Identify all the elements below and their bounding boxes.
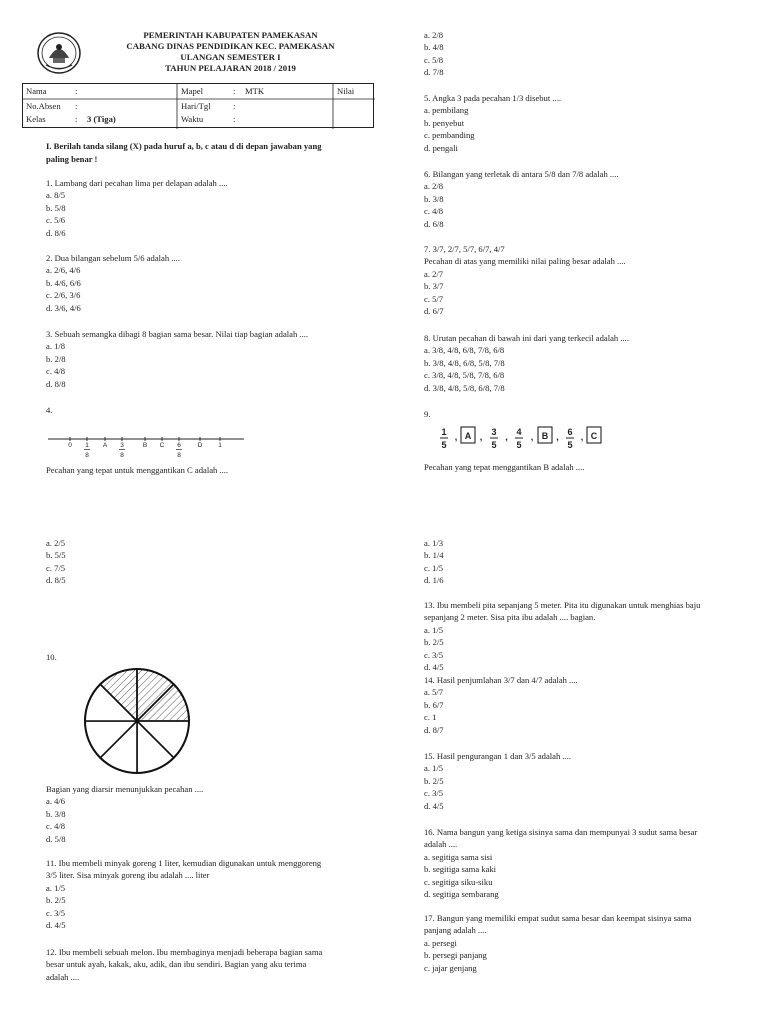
question-17-option-b[interactable]: b. persegi panjang xyxy=(424,950,487,961)
question-8-text: 8. Urutan pecahan di bawah ini dari yang terkecil adalah .... xyxy=(424,333,629,343)
hari-colon: : xyxy=(233,101,236,111)
header-line-exam: ULANGAN SEMESTER I xyxy=(180,52,281,62)
sequence-comma: , xyxy=(580,432,584,442)
kelas-colon: : xyxy=(75,114,78,124)
question-6-option-a[interactable]: a. 2/8 xyxy=(424,181,444,192)
question-6 xyxy=(424,168,619,230)
question-11-line-2: 3/5 liter. Sisa minyak goreng ibu adalah .... liter xyxy=(46,870,210,881)
question-9-option-a[interactable]: a. 1/3 xyxy=(424,538,444,548)
question-2-option-a[interactable]: a. 2/6, 4/6 xyxy=(46,265,81,276)
question-16-line-2: adalah .... xyxy=(424,839,458,850)
number-line-label-3: 3 xyxy=(120,442,124,449)
question-5-option-d[interactable]: d. pengali xyxy=(424,142,458,153)
question-7-option-d[interactable]: d. 6/7 xyxy=(424,306,444,317)
sequence-comma: , xyxy=(479,432,483,442)
number-line-figure xyxy=(44,430,249,462)
question-16-line-1: 16. Nama bangun yang ketiga sisinya sama dan mempunyai 3 sudut sama besar xyxy=(424,827,698,837)
number-line-label-1: 1 xyxy=(85,442,89,449)
question-13-option-c[interactable]: c. 3/5 xyxy=(424,649,444,660)
question-7-option-a[interactable]: a. 2/7 xyxy=(424,268,444,279)
question-7-text: 7. 3/7, 2/7, 5/7, 6/7, 4/7 xyxy=(424,244,505,254)
question-15-option-c[interactable]: c. 3/5 xyxy=(424,788,444,799)
sequence-fraction-numerator: 6 xyxy=(567,427,573,437)
sequence-box-label: B xyxy=(541,431,549,441)
question-3-option-d[interactable]: d. 8/8 xyxy=(46,378,66,389)
question-16-option-d[interactable]: d. segitiga sembarang xyxy=(424,889,499,900)
question-6-text: 6. Bilangan yang terletak di antara 5/8 dan 7/8 adalah .... xyxy=(424,169,619,179)
question-16-option-c[interactable]: c. segitiga siku-siku xyxy=(424,876,493,887)
question-4-option-c[interactable]: c. 7/5 xyxy=(46,562,66,573)
question-8-option-b[interactable]: b. 3/8, 4/8, 6/8, 5/8, 7/8 xyxy=(424,357,505,368)
sequence-box-label: A xyxy=(464,431,472,441)
question-3-option-b[interactable]: b. 2/8 xyxy=(46,353,66,364)
question-9-option-d[interactable]: d. 1/6 xyxy=(424,575,444,586)
mapel-colon: : xyxy=(233,86,236,96)
number-line-denominator-3: 8 xyxy=(120,452,124,459)
kelas-value: 3 (Tiga) xyxy=(87,114,116,124)
question-1-option-b[interactable]: b. 5/8 xyxy=(46,202,66,213)
instruction-line-1: I. Berilah tanda silang (X) pada huruf a, b, c atau d di depan jawaban yang xyxy=(46,141,322,151)
question-17-line-1: 17. Bangun yang memiliki empat sudut sama besar dan keempat sisinya sama xyxy=(424,913,692,923)
question-1-option-c[interactable]: c. 5/6 xyxy=(46,215,66,226)
question-9-number: 9. xyxy=(424,409,431,419)
question-5-text: 5. Angka 3 pada pecahan 1/3 disebut .... xyxy=(424,93,561,103)
question-12-option-a[interactable]: a. 2/8 xyxy=(424,30,444,40)
number-line-label-2: A xyxy=(102,442,108,449)
question-3 xyxy=(46,328,308,390)
question-17-line-2: panjang adalah .... xyxy=(424,925,487,936)
question-13-line-1: 13. Ibu membeli pita sepanjang 5 meter. Pita itu digunakan untuk menghias baju xyxy=(424,600,701,610)
regency-emblem-icon xyxy=(36,30,82,76)
instruction xyxy=(46,140,322,166)
sequence-comma: , xyxy=(530,432,534,442)
number-line-label-8: 1 xyxy=(218,442,222,449)
number-line-label-5: C xyxy=(159,442,165,449)
sequence-comma: , xyxy=(556,432,559,442)
mapel-label: Mapel xyxy=(181,86,203,96)
question-1-text: 1. Lambang dari pecahan lima per delapan adalah .... xyxy=(46,178,228,188)
question-7 xyxy=(424,243,626,317)
question-12-options xyxy=(424,29,444,79)
question-2-option-b[interactable]: b. 4/6, 6/6 xyxy=(46,277,81,288)
question-15-option-d[interactable]: d. 4/5 xyxy=(424,800,444,811)
question-7-option-b[interactable]: b. 3/7 xyxy=(424,281,444,292)
number-line-denominator-6: 8 xyxy=(177,452,181,459)
sequence-fraction-numerator: 3 xyxy=(491,427,497,437)
question-13-option-b[interactable]: b. 2/5 xyxy=(424,637,444,648)
question-11-option-d[interactable]: d. 4/5 xyxy=(46,920,66,931)
question-2 xyxy=(46,252,180,314)
sequence-fraction-numerator: 1 xyxy=(441,427,447,437)
sequence-fraction-numerator: 4 xyxy=(516,427,522,437)
question-12-option-c[interactable]: c. 5/8 xyxy=(424,54,444,65)
question-4-options xyxy=(46,537,66,587)
shaded-circle-figure xyxy=(82,666,192,776)
question-5-option-c[interactable]: c. pembanding xyxy=(424,130,475,141)
question-5 xyxy=(424,92,561,154)
question-9-option-c[interactable]: c. 1/5 xyxy=(424,562,444,573)
question-14-text: 14. Hasil penjumlahan 3/7 dan 4/7 adalah .... xyxy=(424,675,578,685)
question-12-option-d[interactable]: d. 7/8 xyxy=(424,67,444,78)
question-10-text: Bagian yang diarsir menunjukkan pecahan .... xyxy=(46,784,204,794)
question-4-option-d[interactable]: d. 8/5 xyxy=(46,575,66,586)
question-12-line-2: besar untuk ayah, kakak, aku, adik, dan ibu sendiri. Bagian yang aku terima xyxy=(46,959,307,970)
question-10-option-d[interactable]: d. 5/8 xyxy=(46,833,66,844)
question-2-option-d[interactable]: d. 3/6, 4/6 xyxy=(46,302,81,313)
number-line-label-0: 0 xyxy=(68,442,72,449)
nama-label: Nama xyxy=(26,86,47,96)
question-9-text: Pecahan yang tepat menggantikan B adalah .... xyxy=(424,462,585,472)
question-10-option-b[interactable]: b. 3/8 xyxy=(46,808,66,819)
question-8-option-a[interactable]: a. 3/8, 4/8, 6/8, 7/8, 6/8 xyxy=(424,345,505,356)
question-17 xyxy=(424,912,691,974)
question-11-option-a[interactable]: a. 1/5 xyxy=(46,882,66,893)
mapel-value: MTK xyxy=(245,86,265,96)
question-12-line-3: adalah .... xyxy=(46,971,80,982)
student-info-table xyxy=(22,83,374,128)
absen-label: No.Absen xyxy=(26,101,61,111)
question-6-option-b[interactable]: b. 3/8 xyxy=(424,193,444,204)
header-line-government: PEMERINTAH KABUPATEN PAMEKASAN xyxy=(143,30,318,40)
question-14-option-d[interactable]: d. 8/7 xyxy=(424,724,444,735)
sequence-fraction-denominator: 5 xyxy=(441,440,447,450)
number-line-denominator-1: 8 xyxy=(85,452,89,459)
question-17-option-c[interactable]: c. jajar genjang xyxy=(424,962,477,973)
question-9-option-b[interactable]: b. 1/4 xyxy=(424,550,444,561)
question-1 xyxy=(46,177,228,239)
number-line-label-7: D xyxy=(197,442,203,449)
number-line-label-6: 6 xyxy=(177,442,181,449)
question-10-number: 10. xyxy=(46,652,57,662)
nilai-label: Nilai xyxy=(337,86,355,96)
question-13-option-a[interactable]: a. 1/5 xyxy=(424,624,444,635)
question-13 xyxy=(424,599,700,673)
question-10-option-a[interactable]: a. 4/6 xyxy=(46,796,66,807)
waktu-colon: : xyxy=(233,114,236,124)
question-6-option-d[interactable]: d. 6/8 xyxy=(424,218,444,229)
question-7-option-c[interactable]: c. 5/7 xyxy=(424,293,444,304)
header-line-office: CABANG DINAS PENDIDIKAN KEC. PAMEKASAN xyxy=(126,41,335,51)
sequence-box-label: C xyxy=(590,431,598,441)
question-16-option-a[interactable]: a. segitiga sama sisi xyxy=(424,851,493,862)
question-7-text-2: Pecahan di atas yang memiliki nilai paling besar adalah .... xyxy=(424,256,626,267)
question-10 xyxy=(46,783,203,845)
question-8-option-c[interactable]: c. 3/8, 4/8, 5/8, 7/8, 6/8 xyxy=(424,370,505,381)
question-13-option-d[interactable]: d. 4/5 xyxy=(424,662,444,673)
sequence-fraction-denominator: 5 xyxy=(516,440,522,450)
question-1-option-d[interactable]: d. 8/6 xyxy=(46,227,66,238)
question-4-option-b[interactable]: b. 5/5 xyxy=(46,550,66,561)
question-8-option-d[interactable]: d. 3/8, 4/8, 5/8, 6/8, 7/8 xyxy=(424,382,505,393)
question-8 xyxy=(424,332,629,394)
question-12-option-b[interactable]: b. 4/8 xyxy=(424,42,444,53)
question-5-option-a[interactable]: a. pembilang xyxy=(424,105,469,116)
fraction-sequence-figure xyxy=(436,424,626,456)
question-12-line-1: 12. Ibu membeli sebuah melon. Ibu membaginya menjadi beberapa bagian sama xyxy=(46,947,323,957)
sequence-fraction-denominator: 5 xyxy=(567,440,573,450)
number-line-label-4: B xyxy=(142,442,148,449)
kelas-label: Kelas xyxy=(26,114,46,124)
question-3-option-a[interactable]: a. 1/8 xyxy=(46,341,66,352)
question-16-option-b[interactable]: b. segitiga sama kaki xyxy=(424,864,497,875)
question-6-option-c[interactable]: c. 4/8 xyxy=(424,206,444,217)
question-2-text: 2. Dua bilangan sebelum 5/6 adalah .... xyxy=(46,253,180,263)
question-16 xyxy=(424,826,697,900)
question-11 xyxy=(46,857,321,931)
waktu-label: Waktu xyxy=(181,114,204,124)
question-4-text: Pecahan yang tepat untuk menggantikan C adalah .... xyxy=(46,465,229,475)
question-10-option-c[interactable]: c. 4/8 xyxy=(46,821,66,832)
question-15-text: 15. Hasil pengurangan 1 dan 3/5 adalah .... xyxy=(424,751,572,761)
question-4-option-a[interactable]: a. 2/5 xyxy=(46,538,66,548)
question-15 xyxy=(424,750,571,812)
question-5-option-b[interactable]: b. penyebut xyxy=(424,117,465,128)
question-13-line-2: sepanjang 2 meter. Sisa pita ibu adalah .... bagian. xyxy=(424,612,596,623)
question-14-option-a[interactable]: a. 5/7 xyxy=(424,687,444,698)
document-header xyxy=(30,26,375,86)
question-11-option-c[interactable]: c. 3/5 xyxy=(46,907,66,918)
question-11-option-b[interactable]: b. 2/5 xyxy=(46,895,66,906)
question-15-option-a[interactable]: a. 1/5 xyxy=(424,763,444,774)
instruction-line-2: paling benar ! xyxy=(46,154,98,164)
header-line-year: TAHUN PELAJARAN 2018 / 2019 xyxy=(165,63,296,73)
question-1-option-a[interactable]: a. 8/5 xyxy=(46,190,66,201)
hari-label: Hari/Tgl xyxy=(181,101,211,111)
nama-colon: : xyxy=(75,86,78,96)
absen-colon: : xyxy=(75,101,78,111)
sequence-comma: , xyxy=(454,432,458,442)
question-4-number: 4. xyxy=(46,405,53,415)
question-3-option-c[interactable]: c. 4/8 xyxy=(46,366,66,377)
question-3-text: 3. Sebuah semangka dibagi 8 bagian sama besar. Nilai tiap bagian adalah .... xyxy=(46,329,309,339)
question-14-option-b[interactable]: b. 6/7 xyxy=(424,699,444,710)
question-11-line-1: 11. Ibu membeli minyak goreng 1 liter, kemudian digunakan untuk menggoreng xyxy=(46,858,322,868)
sequence-comma: , xyxy=(505,432,508,442)
question-9-options xyxy=(424,537,444,587)
question-14 xyxy=(424,674,578,736)
question-14-option-c[interactable]: c. 1 xyxy=(424,712,437,723)
question-17-option-a[interactable]: a. persegi xyxy=(424,937,457,948)
question-2-option-c[interactable]: c. 2/6, 3/6 xyxy=(46,290,81,301)
question-12 xyxy=(46,946,322,983)
sequence-fraction-denominator: 5 xyxy=(491,440,497,450)
question-15-option-b[interactable]: b. 2/5 xyxy=(424,775,444,786)
